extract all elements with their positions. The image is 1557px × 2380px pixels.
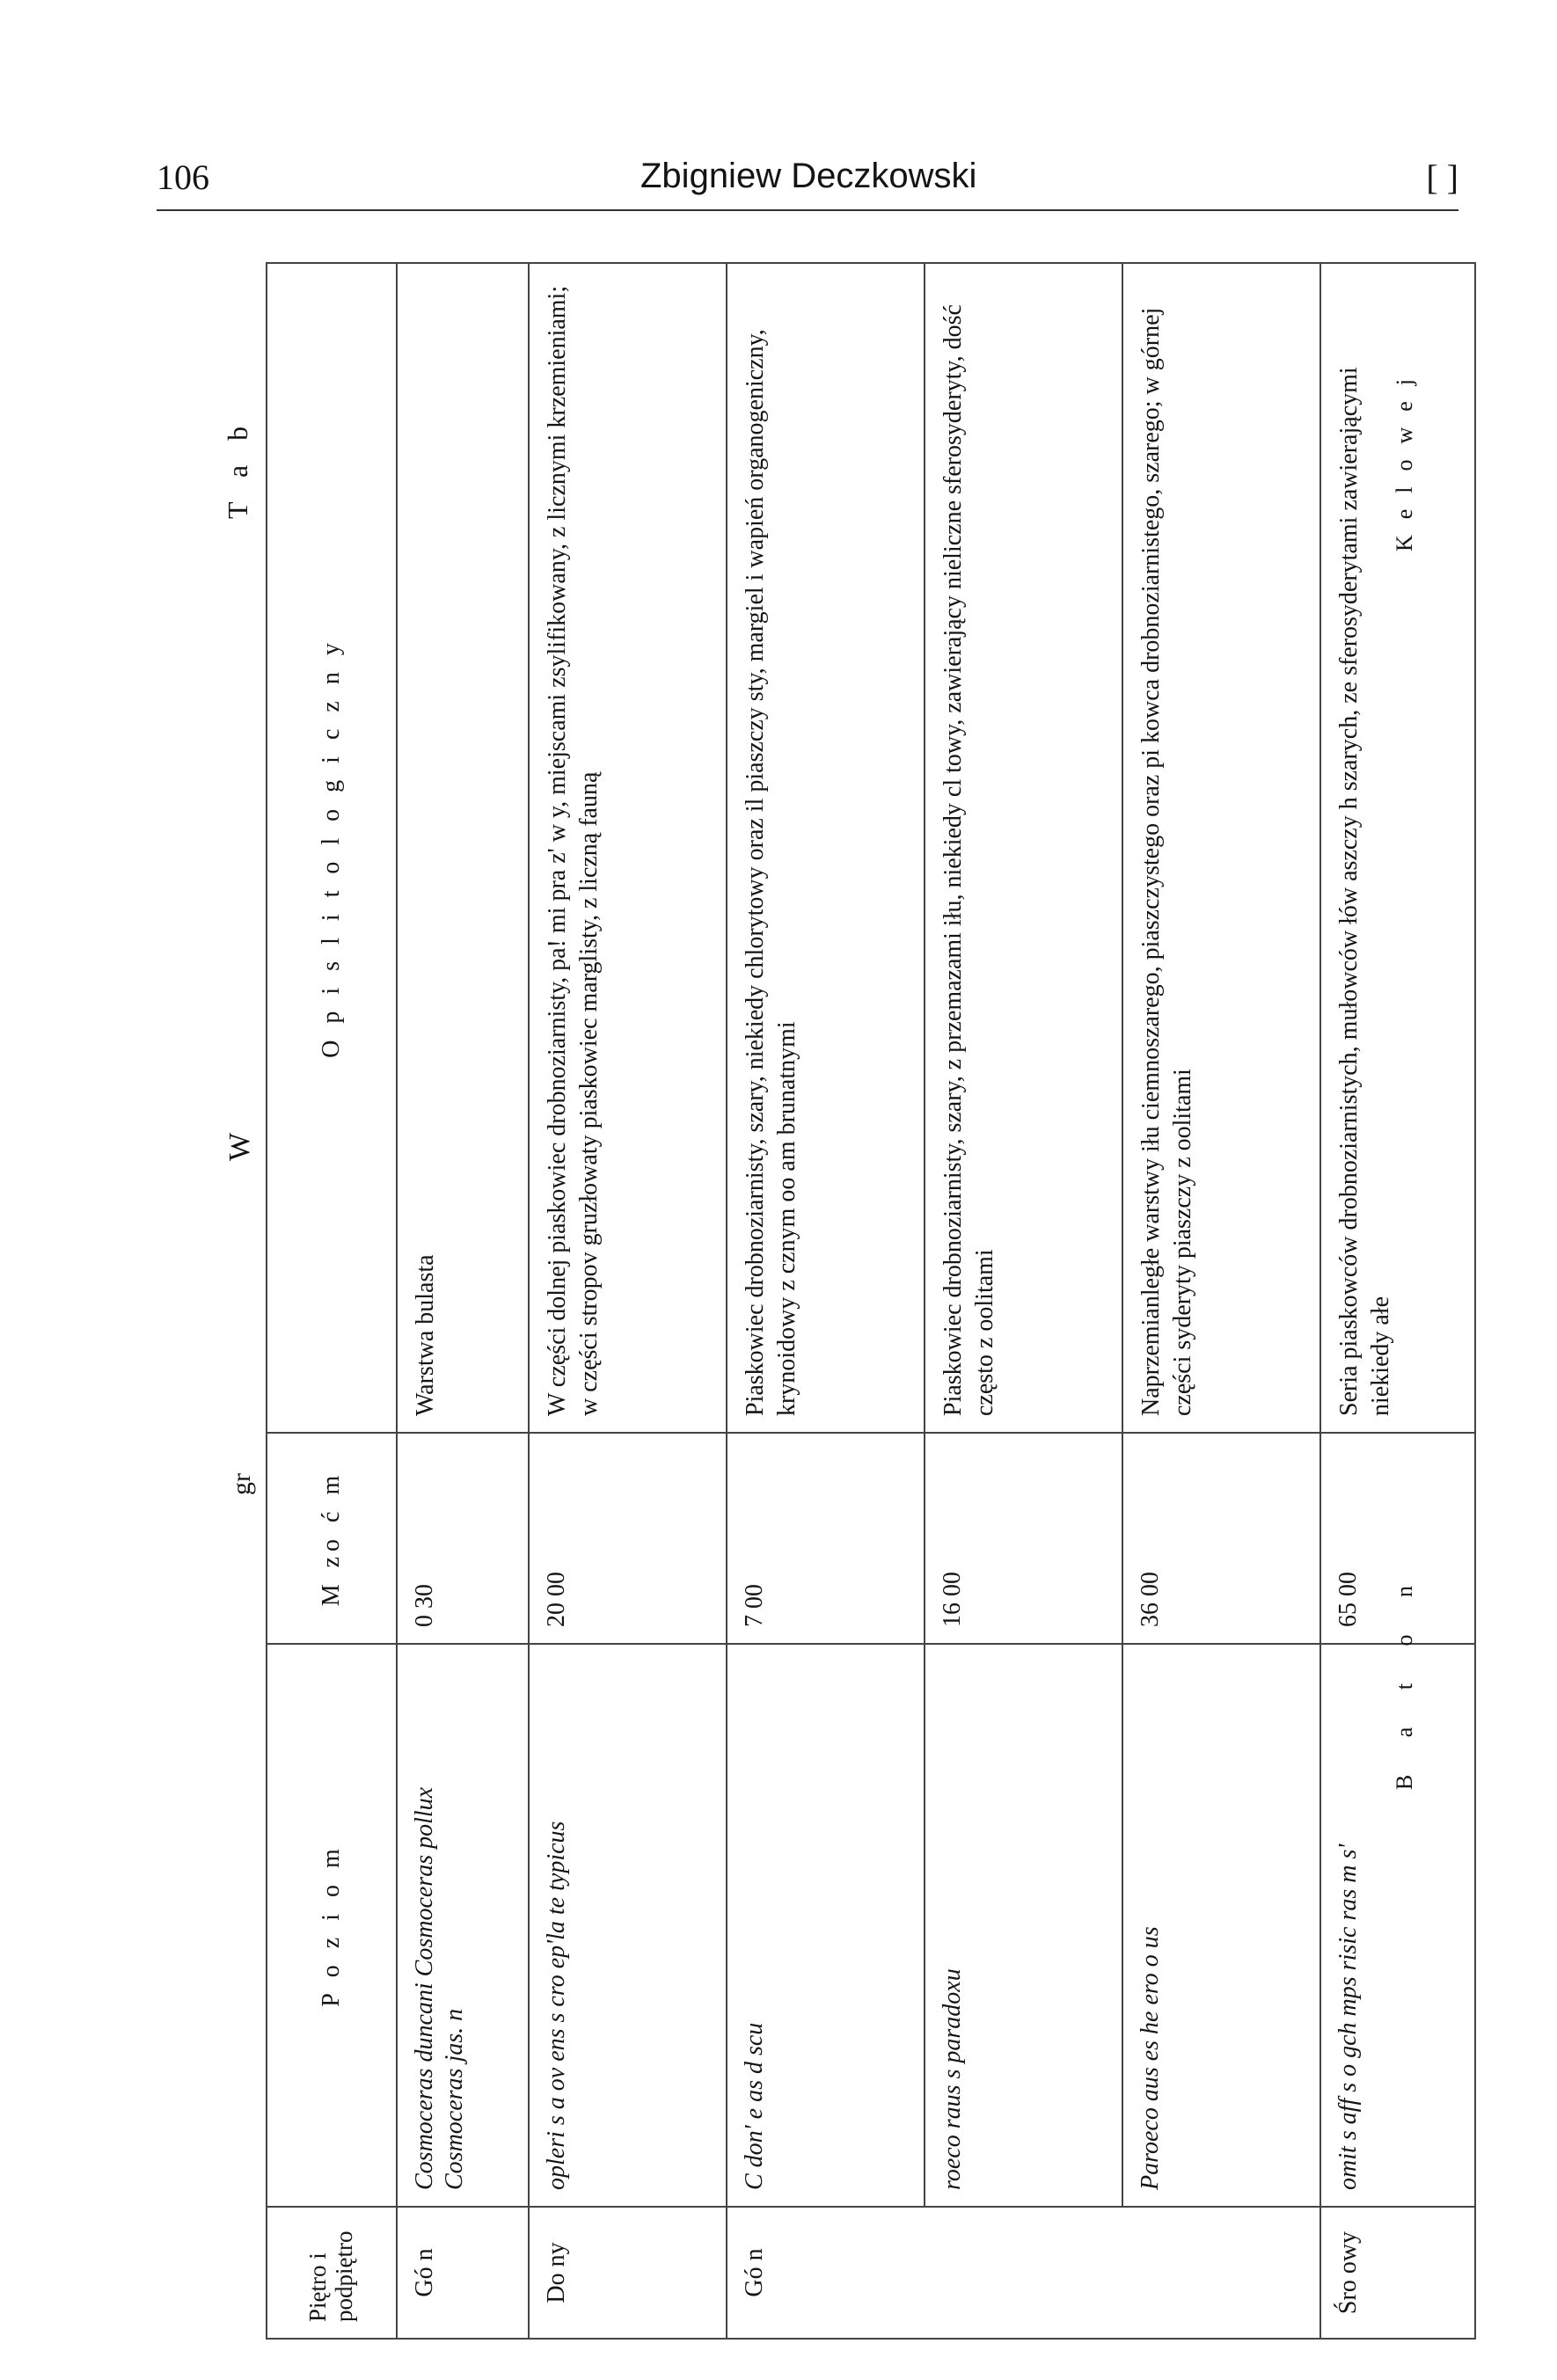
substage-cell: Do ny (529, 2207, 727, 2339)
table-row (1122, 263, 1320, 2339)
table-row (529, 263, 727, 2339)
col-header-substage: Piętro i podpiętro (267, 2207, 397, 2339)
header-rule (157, 209, 1458, 211)
level-cell: Paroeco aus es he ero o us (1122, 1644, 1320, 2207)
table-title-fragment: T a b (222, 417, 253, 519)
substage-cell: Śro owy (1320, 2207, 1475, 2339)
level-cell: Cosmoceras duncani Cosmoceras pollux Cosmoceras jas. n (397, 1644, 529, 2207)
thickness-cell: 7 00 (727, 1433, 925, 1644)
stratigraphy-table (266, 262, 1476, 2340)
running-title: Zbigniew Deczkowski (640, 157, 977, 195)
thickness-cell: 36 00 (1122, 1433, 1320, 1644)
description-cell: W części dolnej piaskowiec drobnoziarnisty, pa! mi pra z' w y, miejscami zsylifikowany, z licznymi krzemieniami; w części stropov gruzłowaty piaskowiec marglisty, z liczną fauną (529, 263, 727, 1433)
stage-label-kelowej: Kelowej (1392, 362, 1417, 552)
description-cell: Seria piaskowców drobnoziarnistych, mułowców łów aszczy h szarych, ze sferosyderytami zawierającymi niekiedy ałe (1320, 263, 1475, 1433)
table-group-title: W (223, 1132, 256, 1161)
col-header-description: O p i s l i t o l o g i c z n y (267, 263, 397, 1433)
table-row (727, 263, 925, 2339)
level-cell: C don' e as d scu (727, 1644, 925, 2207)
thickness-cell: 0 30 (397, 1433, 529, 1644)
description-cell: Warstwa bulasta (397, 263, 529, 1433)
header-bracket: [ ] (1426, 157, 1458, 197)
rotated-table-area (202, 264, 1460, 2340)
thickness-cell: 65 00 (1320, 1433, 1475, 1644)
description-cell: Naprzemianległe warstwy iłu ciemnoszarego, piaszczystego oraz pi kowca drobnoziarnistego, szarego; w górnej części syderyty piaszczy z oolitami (1122, 263, 1320, 1433)
level-cell: roeco raus s paradoxu (925, 1644, 1122, 2207)
description-cell: Piaskowiec drobnoziarnisty, szary, niekiedy chlorytowy oraz il piaszczy sty, margiel i wapień organogeniczny, krynoidowy z cznym oo am brunatnymi (727, 263, 925, 1433)
substage-cell: Gó n (727, 2207, 1320, 2339)
table-header-row (267, 263, 397, 2339)
substage-cell: Gó n (397, 2207, 529, 2339)
col-header-thickness: M zo ć m (267, 1433, 397, 1644)
stage-label-baton: B a t o n (1392, 1569, 1417, 1791)
level-cell: opleri s a ov ens s cro ep'la te typicus (529, 1644, 727, 2207)
description-cell: Piaskowiec drobnoziarnisty, szary, z przemazami iłu, niekiedy cl towy, zawierający nieliczne sferosyderyty, dość często z oolitami (925, 263, 1122, 1433)
level-cell: omit s aff s o gch mps risic ras m s' (1320, 1644, 1475, 2207)
page-number: 106 (157, 157, 209, 197)
thickness-cell: 20 00 (529, 1433, 727, 1644)
table-gr-label: gr (227, 1473, 256, 1495)
table-row (925, 263, 1122, 2339)
col-header-level: P o z i o m (267, 1644, 397, 2207)
thickness-cell: 16 00 (925, 1433, 1122, 1644)
page-header (157, 157, 1458, 209)
table-row (397, 263, 529, 2339)
